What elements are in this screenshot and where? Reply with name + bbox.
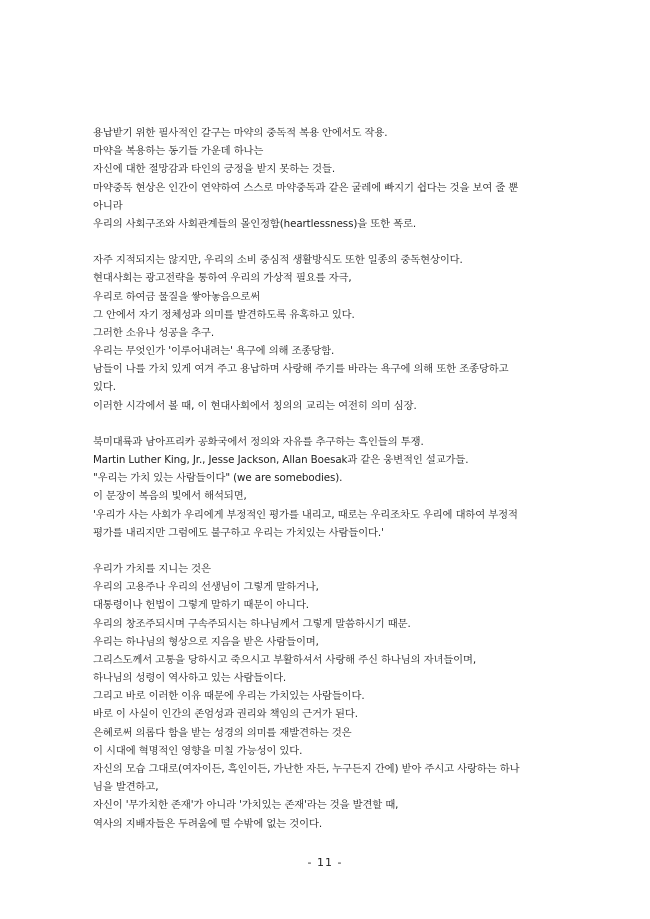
text-line: 용납받기 위한 필사적인 갈구는 마약의 중독적 복용 안에서도 작용. bbox=[93, 127, 388, 139]
text-line: 아니라 bbox=[93, 199, 123, 212]
text-line: 자신이 '무가치한 존재'가 아니라 '가치있는 존재'라는 것을 발견할 때, bbox=[93, 799, 399, 812]
text-line: 바로 이 사실이 인간의 존엄성과 권리와 책임의 근거가 된다. bbox=[93, 708, 358, 721]
text-line: 우리는 무엇인가 '이루어내려는' 욕구에 의해 조종당함. bbox=[93, 345, 335, 358]
text-line: 우리의 고용주나 우리의 선생님이 그렇게 말하거나, bbox=[93, 581, 319, 594]
text-line: 있다. bbox=[93, 381, 116, 394]
text-line: 그리고 바로 이러한 이유 때문에 우리는 가치있는 사람들이다. bbox=[93, 690, 365, 703]
text-line: 자신에 대한 절망감과 타인의 긍정을 받지 못하는 것들. bbox=[93, 163, 336, 176]
document-body bbox=[93, 124, 563, 851]
paragraph-addiction bbox=[93, 124, 563, 233]
text-line: 그러한 소유나 성공을 추구. bbox=[93, 326, 215, 339]
text-line: 이 시대에 혁명적인 영향을 미칠 가능성이 있다. bbox=[93, 744, 303, 757]
text-line: 우리로 하여금 물질을 쌓아놓음으로써 bbox=[93, 290, 261, 303]
text-line: 현대사회는 광고전략을 통하여 우리의 가상적 필요를 자극, bbox=[93, 272, 352, 285]
text-line: 은혜로써 의롭다 함을 받는 성경의 의미를 재발견하는 것은 bbox=[93, 726, 352, 739]
text-line: 그 안에서 자기 정체성과 의미를 발견하도록 유혹하고 있다. bbox=[93, 308, 355, 321]
text-line: 남들이 나를 가치 있게 여겨 주고 용납하며 사랑해 주기를 바라는 욕구에 의해 또한 조종당하고 bbox=[93, 363, 509, 376]
text-line: 마약중독 현상은 인간이 연약하여 스스로 마약중독과 같은 굴레에 빠지기 쉽다는 것을 보여 줄 뿐 bbox=[93, 181, 519, 194]
text-line: 대통령이나 헌법이 그렇게 말하기 때문이 아니다. bbox=[93, 599, 309, 612]
paragraph-consumerism bbox=[93, 251, 563, 415]
text-line: 평가를 내리지만 그럼에도 불구하고 우리는 가치있는 사람들이다.' bbox=[93, 526, 384, 539]
page-number: - 11 - bbox=[307, 856, 343, 869]
text-line: 그리스도께서 고통을 당하시고 죽으시고 부활하셔서 사랑해 주신 하나님의 자녀들이며, bbox=[93, 653, 477, 666]
text-line: 우리는 하나님의 형상으로 지음을 받은 사람들이며, bbox=[93, 635, 319, 648]
text-line: "우리는 가치 있는 사람들이다" (we are somebodies). bbox=[93, 472, 343, 485]
text-line: 자신의 모습 그대로(여자이든, 흑인이든, 가난한 자든, 누구든지 간에) 받아 주시고 사랑하는 하나 bbox=[93, 763, 520, 775]
text-line: 이러한 시각에서 볼 때, 이 현대사회에서 칭의의 교리는 여전히 의미 심장. bbox=[93, 399, 417, 412]
text-line: 북미대륙과 남아프리카 공화국에서 정의와 자유를 추구하는 흑인들의 투쟁. bbox=[93, 435, 424, 448]
text-line: 마약을 복용하는 동기들 가운데 하나는 bbox=[93, 145, 264, 158]
text-line: 님을 발견하고, bbox=[93, 781, 159, 794]
paragraph-worth bbox=[93, 560, 563, 833]
text-line: 하나님의 성령이 역사하고 있는 사람들이다. bbox=[93, 672, 287, 685]
text-line: 이 문장이 복음의 빛에서 해석되면, bbox=[93, 490, 247, 503]
text-line: 우리가 가치를 지니는 것은 bbox=[93, 562, 211, 575]
paragraph-black-struggle bbox=[93, 433, 563, 542]
text-line: 우리의 사회구조와 사회관계들의 몰인정함(heartlessness)을 또한 폭로. bbox=[93, 217, 417, 230]
text-line: Martin Luther King, Jr., Jesse Jackson, Allan Boesak과 같은 웅변적인 설교가들. bbox=[93, 454, 469, 466]
text-line: 자주 지적되지는 않지만, 우리의 소비 중심적 생활방식도 또한 일종의 중독현상이다. bbox=[93, 254, 463, 267]
text-line: '우리가 사는 사회가 우리에게 부정적인 평가를 내리고, 때로는 우리조차도 우리에 대하여 부정적 bbox=[93, 508, 518, 521]
text-line: 역사의 지배자들은 두려움에 떨 수밖에 없는 것이다. bbox=[93, 817, 322, 830]
text-line: 우리의 창조주되시며 구속주되시는 하나님께서 그렇게 말씀하시기 때문. bbox=[93, 617, 411, 630]
